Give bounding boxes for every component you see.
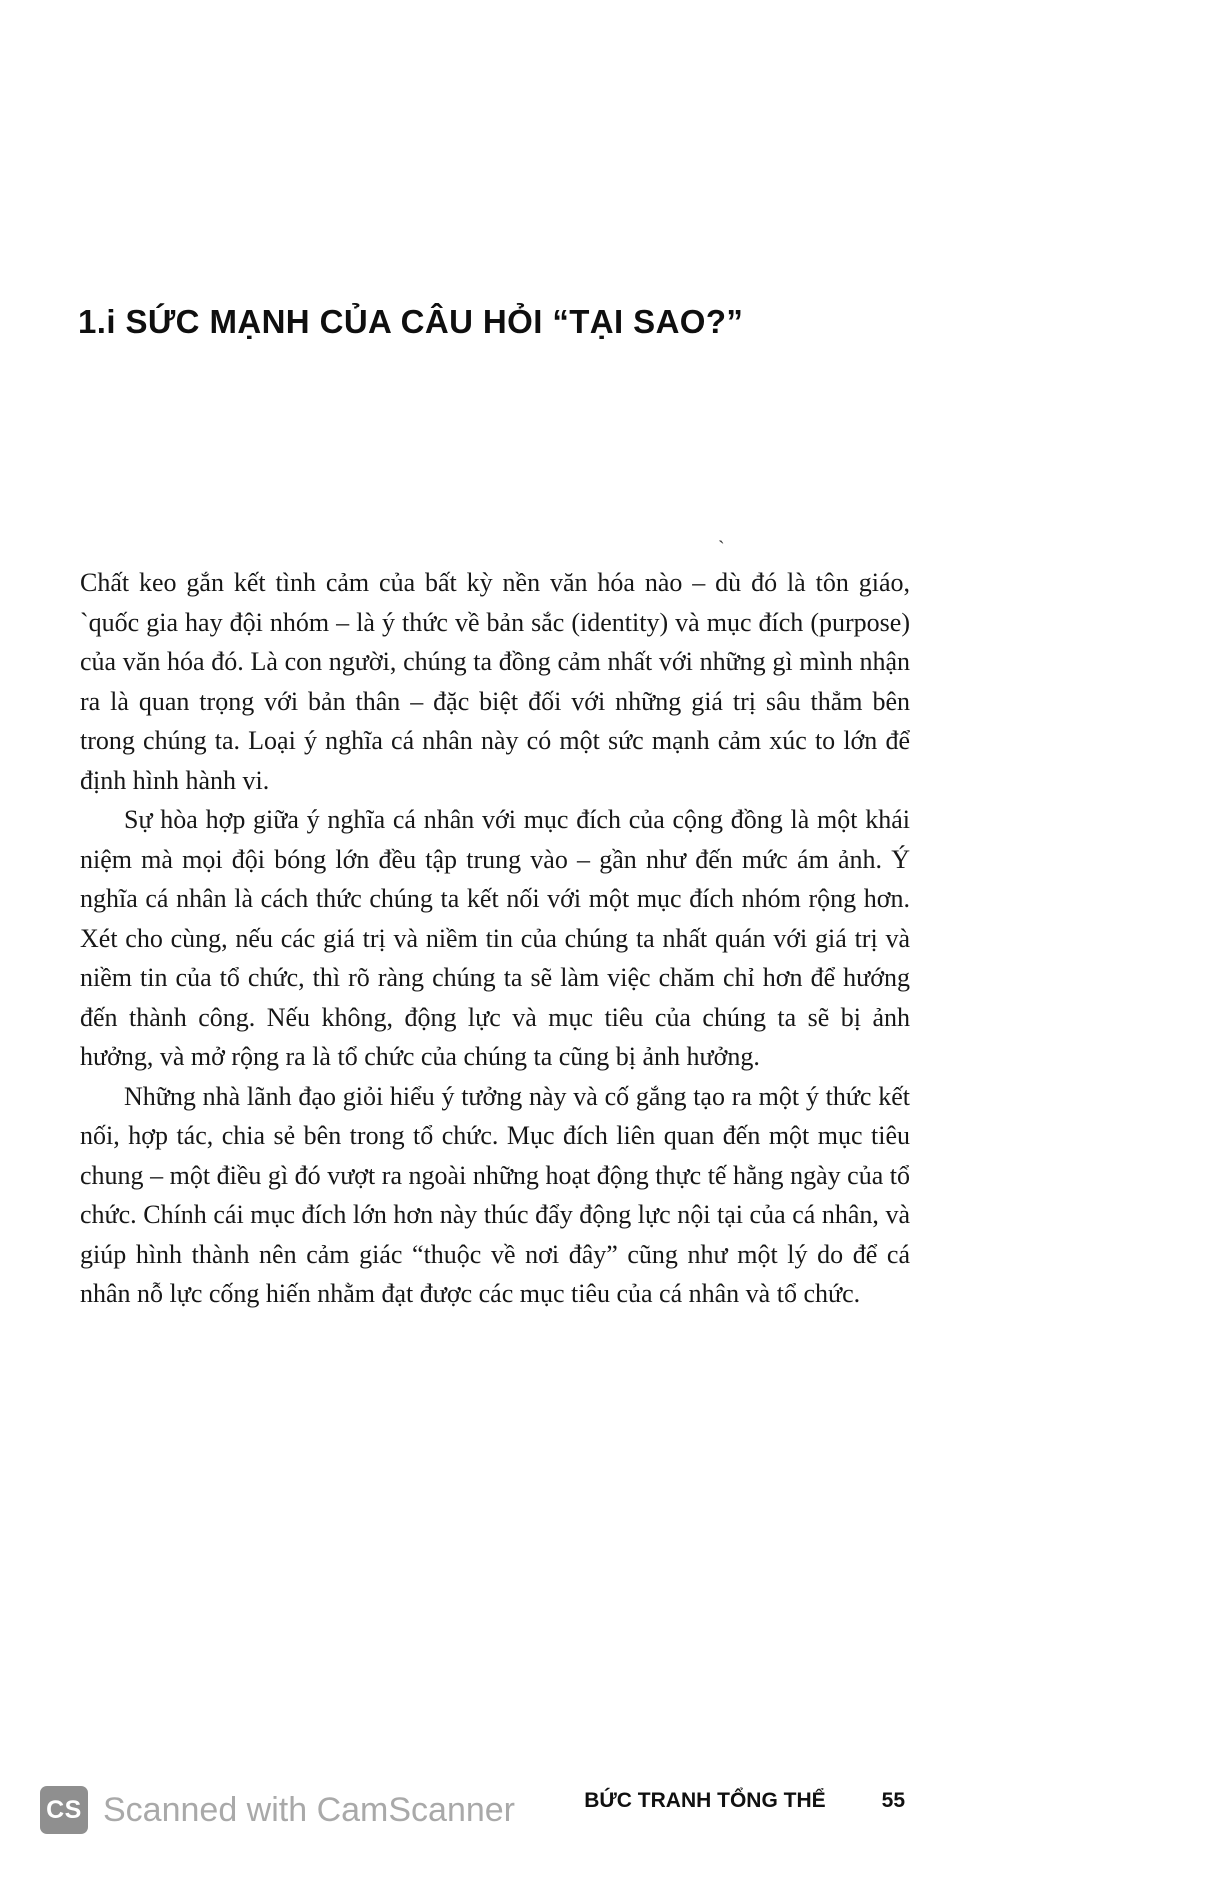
running-footer bbox=[584, 1789, 905, 1813]
footer-page-number: 55 bbox=[881, 1789, 905, 1812]
paragraph-2: Sự hòa hợp giữa ý nghĩa cá nhân với mục đích của cộng đồng là một khái niệm mà mọi đội bóng lớn đều tập trung vào – gần như đến mức ám ảnh. Ý nghĩa cá nhân là cách thức chúng ta kết nối với một mục đích nhóm rộng hơn. Xét cho cùng, nếu các giá trị và niềm tin của chúng ta nhất quán với giá trị và niềm tin của tổ chức, thì rõ ràng chúng ta sẽ làm việc chăm chỉ hơn để hướng đến thành công. Nếu không, động lực và mục tiêu của chúng ta sẽ bị ảnh hưởng, và mở rộng ra là tổ chức của chúng ta cũng bị ảnh hưởng. bbox=[80, 805, 910, 1071]
footer-section-title: BỨC TRANH TỔNG THỂ bbox=[584, 1789, 826, 1812]
paragraph-3: Những nhà lãnh đạo giỏi hiểu ý tưởng này và cố gắng tạo ra một ý thức kết nối, hợp tác, chia sẻ bên trong tổ chức. Mục đích liên quan đến một mục tiêu chung – một điều gì đó vượt ra ngoài những hoạt động thực tế hằng ngày của tổ chức. Chính cái mục đích lớn hơn này thúc đẩy động lực nội tại của cá nhân, và giúp hình thành nên cảm giác “thuộc về nơi đây” cũng như một lý do để cá nhân nỗ lực cống hiến nhằm đạt được các mục tiêu của cá nhân và tổ chức. bbox=[80, 1081, 910, 1308]
camscanner-logo-icon: CS bbox=[40, 1786, 88, 1834]
scan-artifact-mark: ˎ bbox=[718, 522, 725, 544]
body-text bbox=[80, 563, 910, 1314]
section-heading: 1.i SỨC MẠNH CỦA CÂU HỎI “TẠI SAO?” bbox=[78, 303, 744, 340]
paragraph-1: Chất keo gắn kết tình cảm của bất kỳ nền văn hóa nào – dù đó là tôn giáo, `quốc gia hay đội nhóm – là ý thức về bản sắc (identity) và mục đích (purpose) của văn hóa đó. Là con người, chúng ta đồng cảm nhất với những gì mình nhận ra là quan trọng với bản thân – đặc biệt đối với những giá trị sâu thẳm bên trong chúng ta. Loại ý nghĩa cá nhân này có một sức mạnh cảm xúc to lớn để định hình hành vi. bbox=[80, 568, 910, 795]
camscanner-watermark bbox=[40, 1786, 515, 1834]
camscanner-watermark-text: Scanned with CamScanner bbox=[103, 1790, 516, 1829]
